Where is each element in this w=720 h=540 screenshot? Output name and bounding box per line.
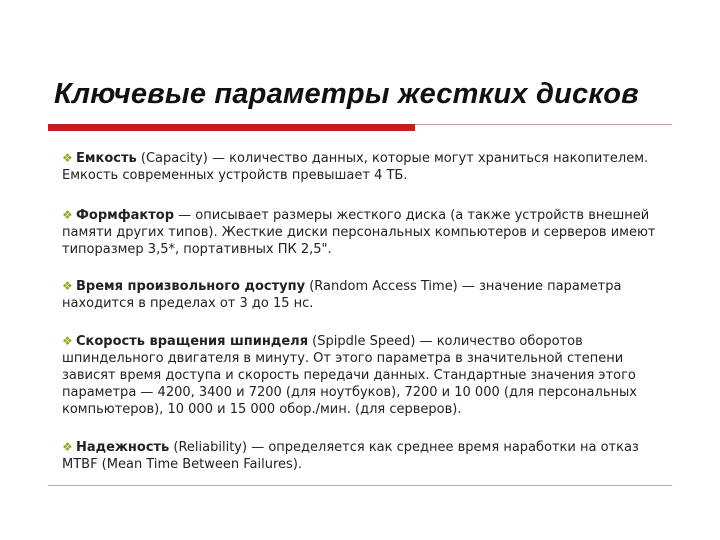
bullet-term: Надежность xyxy=(76,440,170,455)
footer-divider xyxy=(48,485,672,486)
bullet-text: (Spipdle Speed) — количество оборотов шпиндельного двигателя в минуту. От этого параметра в значительной степени зависят время доступа и скорость передачи данных. Стандартные значения этого параметра — 4200, 3400 и 7200 (для ноутбуков), 7200 и 10 000 (для персональных компьютеров), 10 000 и 15 000 обор./мин. (для серверов). xyxy=(62,334,637,417)
bullet-text: (Random Access Time) — значение параметра находится в пределах от 3 до 15 нс. xyxy=(62,279,622,311)
title-underline-accent xyxy=(48,124,415,131)
bullet-item-spindle-speed xyxy=(62,333,674,418)
diamond-flower-bullet-icon: ❖ xyxy=(62,279,73,293)
slide-title: Ключевые параметры жестких дисков xyxy=(54,78,639,110)
bullet-item-capacity xyxy=(62,150,674,184)
bullet-item-reliability xyxy=(62,439,674,473)
bullet-text: (Reliability) — определяется как среднее время наработки на отказ MTBF (Mean Time Between Failures). xyxy=(62,440,639,472)
bullet-list xyxy=(62,150,674,473)
bullet-item-form-factor xyxy=(62,207,674,258)
bullet-text: (Capacity) — количество данных, которые могут храниться накопителем. Емкость современных устройств превышает 4 ТБ. xyxy=(62,151,649,183)
diamond-flower-bullet-icon: ❖ xyxy=(62,208,73,222)
bullet-term: Формфактор xyxy=(76,208,175,223)
diamond-flower-bullet-icon: ❖ xyxy=(62,151,73,165)
bullet-term: Емкость xyxy=(76,151,137,166)
bullet-term: Скорость вращения шпинделя xyxy=(76,334,309,349)
diamond-flower-bullet-icon: ❖ xyxy=(62,440,73,454)
diamond-flower-bullet-icon: ❖ xyxy=(62,334,73,348)
bullet-text: — описывает размеры жесткого диска (а также устройств внешней памяти других типов). Жесткие диски персональных компьютеров и серверов имеют типоразмер 3,5*, портативных ПК 2,5". xyxy=(62,208,656,257)
bullet-term: Время произвольного доступу xyxy=(76,279,306,294)
bullet-item-access-time xyxy=(62,278,674,312)
